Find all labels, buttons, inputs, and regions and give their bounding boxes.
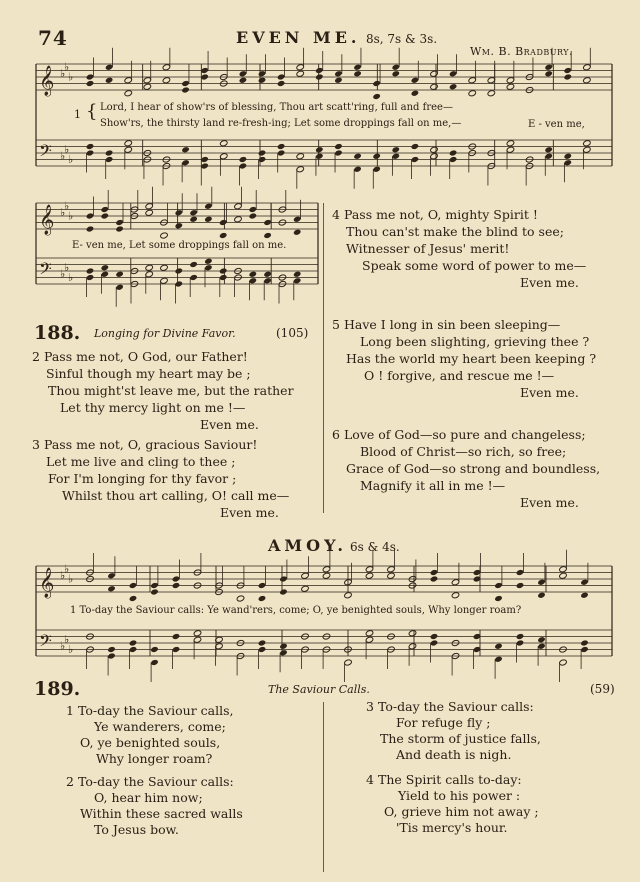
verse-6	[332, 426, 600, 511]
verse-line: For refuge fly ;	[396, 715, 491, 730]
svg-text:♭: ♭	[60, 149, 66, 163]
svg-text:♭: ♭	[68, 152, 74, 166]
verse-line: O ! forgive, and rescue me !—	[364, 368, 555, 383]
verse-4	[332, 206, 586, 291]
brace: {	[86, 101, 98, 122]
svg-text:𝄢: 𝄢	[39, 140, 52, 165]
verse-line: To Jesus bow.	[94, 822, 179, 837]
verse-number: 2	[66, 774, 74, 789]
svg-text:♭: ♭	[60, 569, 66, 582]
tune-title-even-me: EVEN ME.	[236, 28, 361, 47]
verse-number: 6	[332, 427, 340, 442]
verse-number: 1	[66, 703, 74, 718]
tune-meter-amoy: 6s & 4s.	[350, 540, 400, 554]
svg-text:𝄞: 𝄞	[39, 568, 55, 598]
lyric-refrain: E- ven me, Let some droppings fall on me.	[72, 240, 287, 251]
tune-reference: (59)	[590, 682, 615, 696]
hymn-title: The Saviour Calls.	[268, 683, 370, 696]
svg-text:♭: ♭	[68, 209, 74, 223]
verse-line: Let thy mercy light on me !—	[60, 400, 246, 415]
svg-text:♭: ♭	[64, 143, 70, 156]
svg-text:♭: ♭	[60, 206, 66, 219]
lyric-line-2: Show'rs, the thirsty land re-fresh-ing; Let some droppings fall on me,—	[100, 118, 462, 129]
svg-text:𝄞: 𝄞	[39, 205, 55, 235]
verse-line: Pass me not, O God, our Father!	[44, 349, 248, 364]
verse-line: The storm of justice falls,	[380, 731, 541, 746]
verse-3	[32, 436, 289, 521]
svg-text:♭: ♭	[68, 70, 74, 84]
composer-credit: Wm. B. Bradbury.	[470, 45, 574, 58]
tune-meter-even-me: 8s, 7s & 3s.	[366, 32, 438, 46]
page-number: 74	[38, 26, 68, 50]
verse-line: Love of God—so pure and changeless;	[344, 427, 586, 442]
verse-line: Magnify it all in me !—	[360, 478, 506, 493]
svg-text:♭: ♭	[68, 572, 74, 586]
verse-line: O, grieve him not away ;	[384, 804, 539, 819]
verse-line: Sinful though my heart may be ;	[46, 366, 251, 381]
svg-text:♭: ♭	[64, 199, 70, 213]
svg-text:𝄢: 𝄢	[39, 258, 52, 283]
verse-2	[66, 774, 243, 838]
verse-line: Even me.	[520, 275, 579, 290]
verse-line: Speak some word of power to me—	[362, 258, 587, 273]
verse-line: Why longer roam?	[96, 751, 213, 766]
verse-line: Thou can'st make the blind to see;	[346, 224, 564, 239]
lyric-refrain-start: E - ven me,	[528, 119, 585, 130]
verse-number: 4	[366, 772, 374, 787]
verse-line: To-day the Saviour calls,	[78, 703, 234, 718]
verse-4	[366, 772, 539, 836]
svg-text:♭: ♭	[64, 562, 70, 576]
verse-line: Yield to his power :	[398, 788, 521, 803]
verse-line: The Spirit calls to-day:	[378, 772, 522, 787]
verse-line: And death is nigh.	[396, 747, 512, 762]
column-divider	[323, 702, 324, 872]
svg-text:♭: ♭	[68, 642, 74, 656]
verse-line: Whilst thou art calling, O! call me—	[62, 488, 290, 503]
verse-line: To-day the Saviour calls:	[378, 699, 534, 714]
tune-title-amoy: AMOY.	[268, 536, 347, 555]
verse-line: Witnesser of Jesus' merit!	[346, 241, 510, 256]
svg-text:𝄞: 𝄞	[39, 66, 55, 96]
svg-text:♭: ♭	[64, 60, 70, 74]
svg-text:𝄢: 𝄢	[39, 630, 52, 655]
verse-number: 2	[32, 349, 40, 364]
verse-line: Within these sacred walls	[80, 806, 243, 821]
verse-line: Has the world my heart been keeping ?	[346, 351, 597, 366]
verse-number: 1	[74, 108, 81, 121]
svg-text:♭: ♭	[64, 633, 70, 646]
verse-line: For I'm longing for thy favor ;	[48, 471, 237, 486]
verse-line: Let me live and cling to thee ;	[46, 454, 236, 469]
column-divider	[323, 203, 324, 513]
svg-text:♭: ♭	[60, 267, 66, 281]
tune-reference: (105)	[276, 326, 309, 340]
verse-number: 3	[366, 699, 374, 714]
verse-3	[366, 699, 541, 763]
verse-line: O, ye benighted souls,	[80, 735, 221, 750]
verse-line: Have I long in sin been sleeping—	[344, 317, 561, 332]
svg-text:♭: ♭	[68, 270, 74, 284]
verse-line: Even me.	[200, 417, 259, 432]
hymn-title: Longing for Divine Favor.	[94, 327, 236, 340]
lyric-line-1: Lord, I hear of show'rs of blessing, Thou art scatt'ring, full and free—	[100, 102, 453, 113]
verse-line: Thou might'st leave me, but the rather	[48, 383, 294, 398]
verse-line: Grace of God—so strong and boundless,	[346, 461, 601, 476]
verse-1	[66, 703, 234, 767]
verse-line: Even me.	[220, 505, 279, 520]
svg-text:♭: ♭	[60, 67, 66, 80]
hymn-number: 188.	[34, 322, 81, 344]
verse-5	[332, 316, 596, 401]
verse-number: 4	[332, 207, 340, 222]
verse-line: Pass me not, O, mighty Spirit !	[344, 207, 538, 222]
verse-number: 3	[32, 437, 40, 452]
verse-line: Ye wanderers, come;	[94, 719, 226, 734]
verse-line: To-day the Saviour calls:	[78, 774, 234, 789]
verse-line: Long been slighting, grieving thee ?	[360, 334, 590, 349]
verse-line: Even me.	[520, 495, 579, 510]
verse-line: O, hear him now;	[94, 790, 203, 805]
amoy-lyric: 1 To-day the Saviour calls: Ye wand'rers, come; O, ye benighted souls, Why longer roam?	[70, 605, 522, 616]
verse-line: Blood of Christ—so rich, so free;	[360, 444, 567, 459]
verse-number: 5	[332, 317, 340, 332]
verse-line: Even me.	[520, 385, 579, 400]
svg-text:♭: ♭	[60, 639, 66, 653]
hymn-number: 189.	[34, 678, 81, 700]
verse-line: Pass me not, O, gracious Saviour!	[44, 437, 258, 452]
svg-text:♭: ♭	[64, 261, 70, 274]
verse-line: 'Tis mercy's hour.	[396, 820, 508, 835]
verse-2	[32, 348, 294, 433]
